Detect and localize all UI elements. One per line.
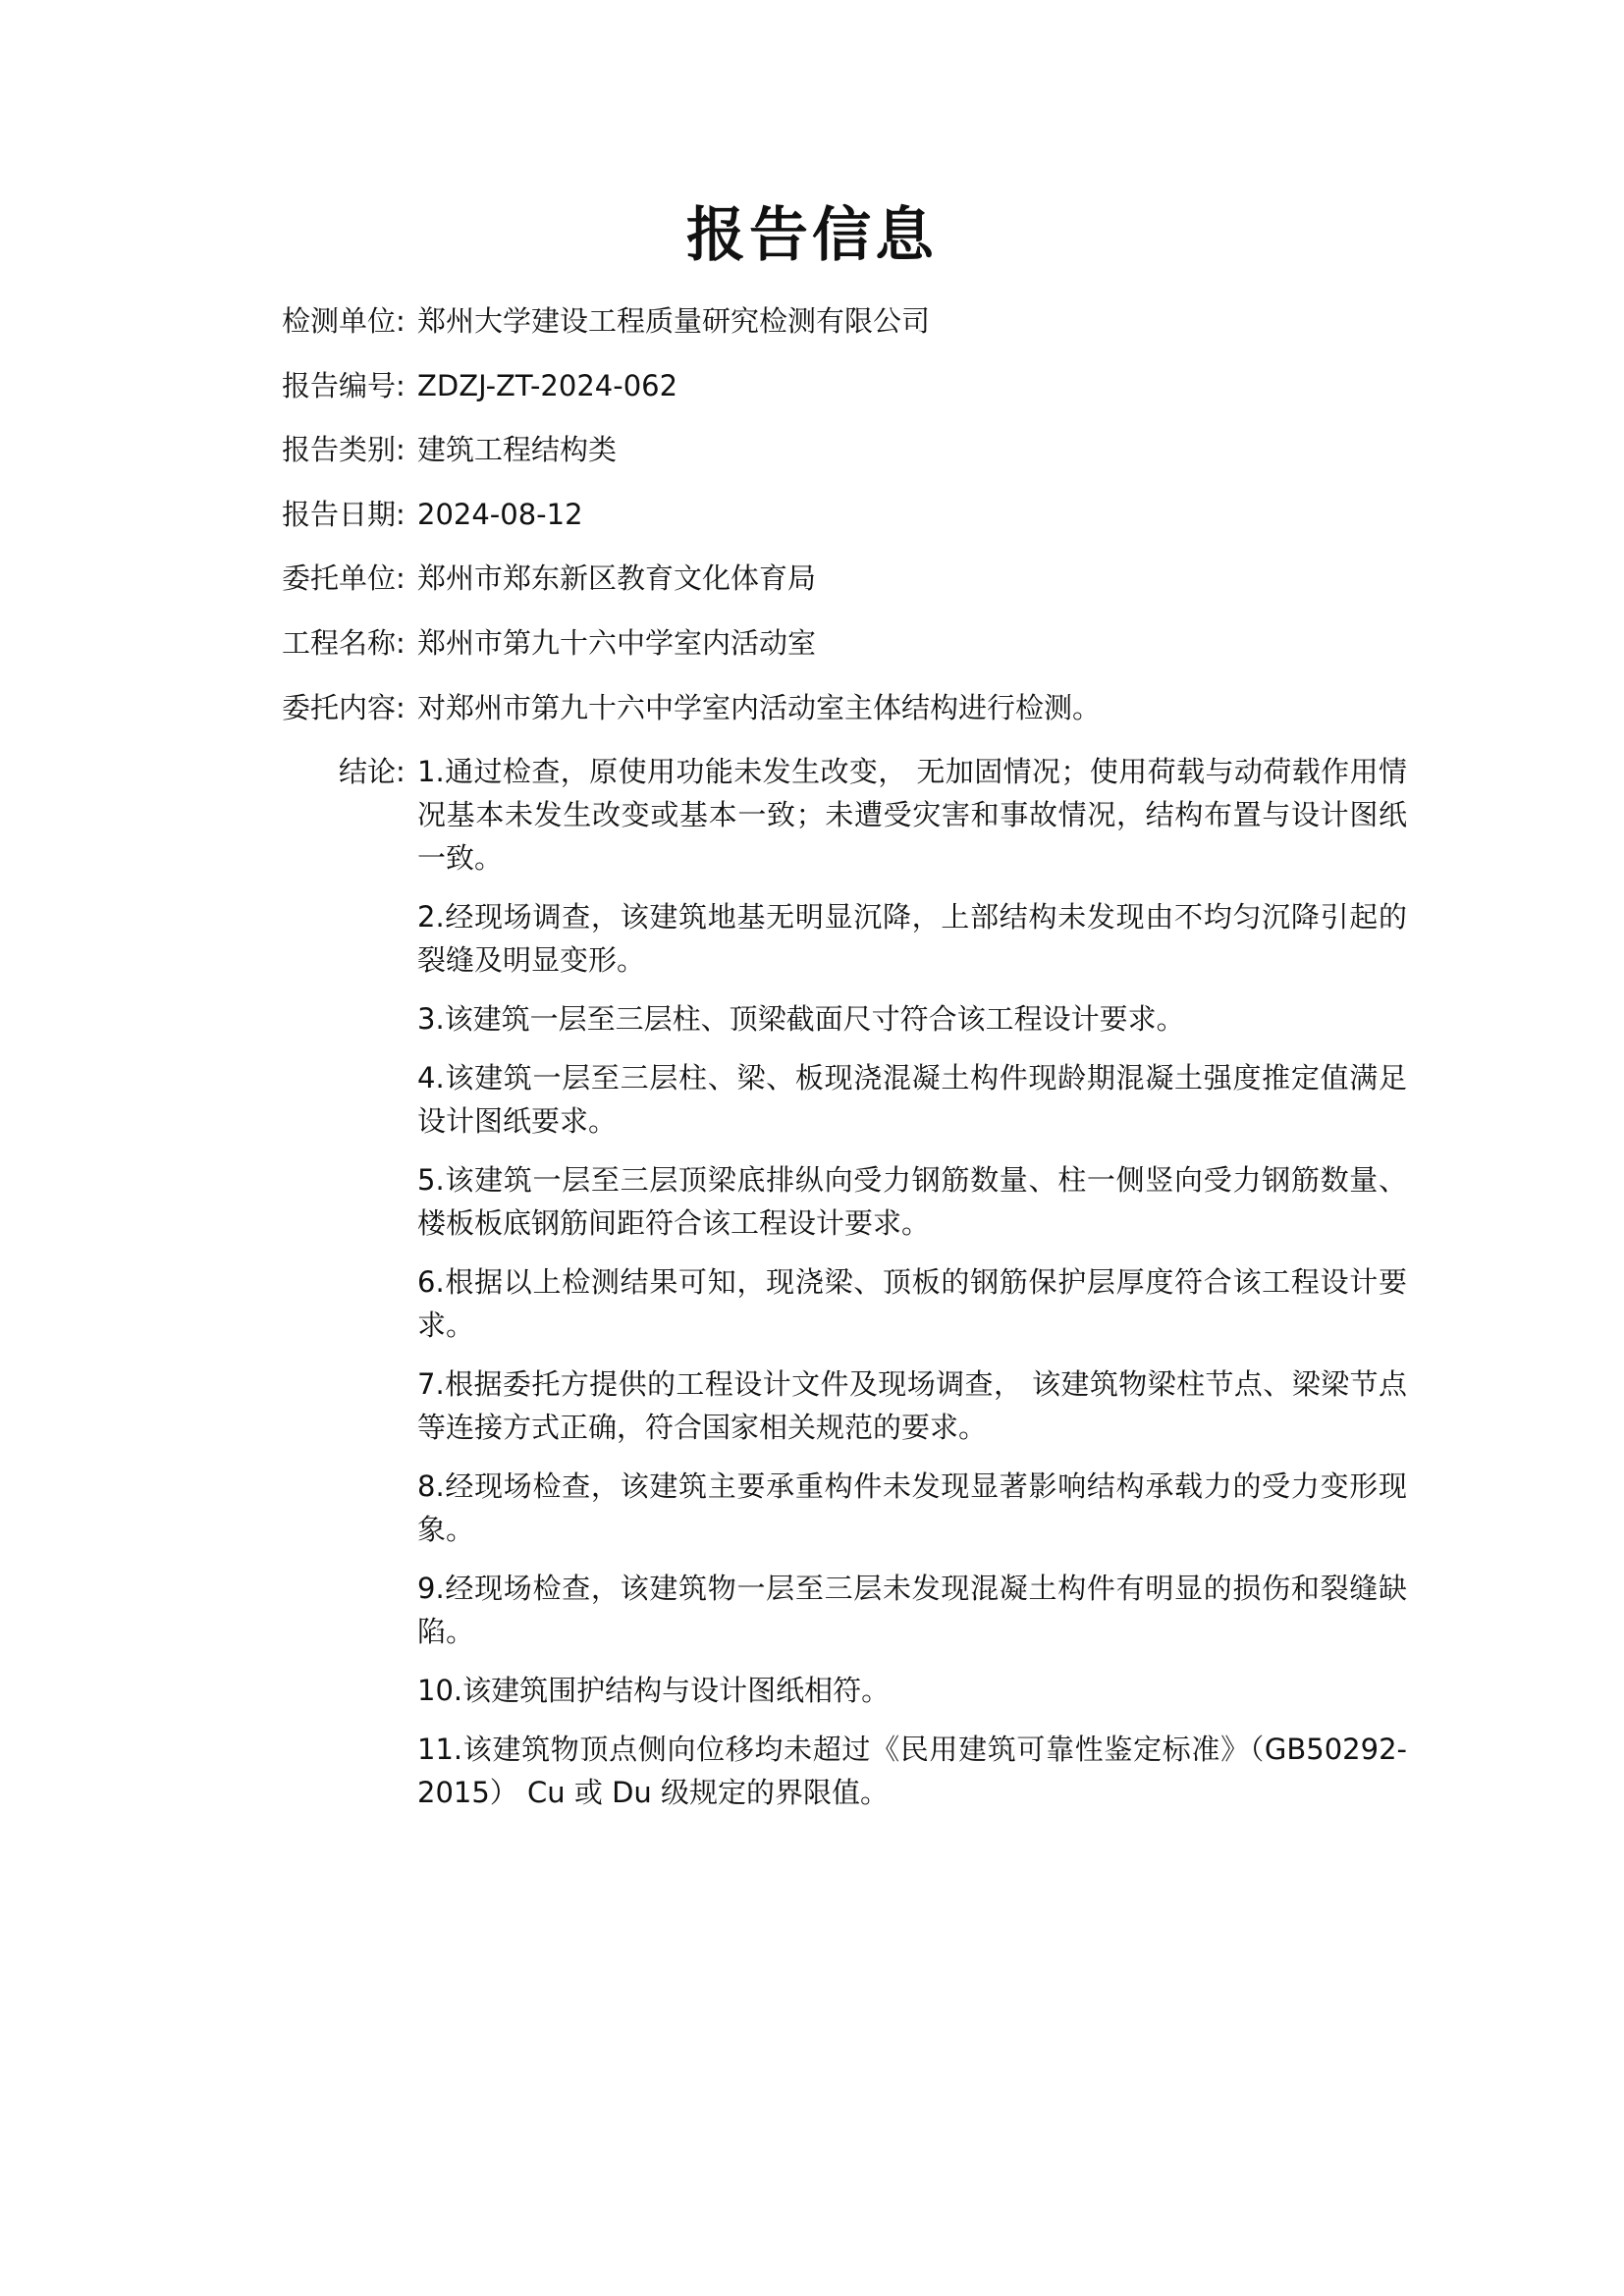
conclusion-item: 1.通过检查，原使用功能未发生改变， 无加固情况；使用荷载与动荷载作用情况基本未发生改变或基本一致；未遭受灾害和事故情况，结构布置与设计图纸一致。 (417, 755, 1407, 875)
conclusion-item: 8.经现场检查，该建筑主要承重构件未发现显著影响结构承载力的受力变形现象。 (417, 1469, 1407, 1546)
field-client-unit (248, 557, 1407, 621)
field-label: 报告编号 (281, 368, 396, 402)
field-colon: : (396, 690, 406, 724)
page-title: 报告信息 (686, 201, 938, 270)
conclusion-item: 3.该建筑一层至三层柱、顶梁截面尺寸符合该工程设计要求。 (417, 1002, 1185, 1036)
conclusion-item: 2.经现场调查，该建筑地基无明显沉降，上部结构未发现由不均匀沉降引起的裂缝及明显变形。 (417, 900, 1407, 977)
field-report-number (248, 364, 1407, 429)
field-colon: : (396, 497, 406, 531)
field-label: 工程名称 (281, 625, 396, 660)
field-value: 2024-08-12 (417, 497, 583, 531)
conclusion-item: 6.根据以上检测结果可知，现浇梁、顶板的钢筋保护层厚度符合该工程设计要求。 (417, 1265, 1407, 1342)
conclusion-label: 结论 (338, 755, 396, 788)
field-value: 建筑工程结构类 (417, 433, 618, 467)
conclusion-item: 10.该建筑围护结构与设计图纸相符。 (417, 1674, 891, 1707)
field-label: 报告日期 (281, 497, 396, 531)
field-value: ZDZJ-ZT-2024-062 (417, 368, 678, 402)
conclusion-item: 7.根据委托方提供的工程设计文件及现场调查， 该建筑物梁柱节点、梁梁节点等连接方式正确，符合国家相关规范的要求。 (417, 1367, 1407, 1444)
field-colon: : (396, 561, 406, 596)
field-label: 委托内容 (281, 690, 396, 724)
field-colon: : (396, 625, 406, 660)
conclusion-item: 11.该建筑物顶点侧向位移均未超过《民用建筑可靠性鉴定标准》（GB50292-2015） Cu 或 Du 级规定的界限值。 (417, 1733, 1407, 1809)
conclusion-item: 5.该建筑一层至三层顶梁底排纵向受力钢筋数量、柱一侧竖向受力钢筋数量、楼板板底钢筋间距符合该工程设计要求。 (417, 1163, 1407, 1240)
field-value: 郑州市郑东新区教育文化体育局 (417, 561, 817, 596)
conclusion-item: 4.该建筑一层至三层柱、梁、板现浇混凝土构件现龄期混凝土强度推定值满足设计图纸要求。 (417, 1061, 1407, 1138)
conclusion-colon: : (396, 755, 406, 788)
conclusion-section (248, 750, 1407, 1830)
report-info-fields (248, 299, 1407, 750)
conclusion-list (417, 750, 1407, 1830)
field-colon: : (396, 433, 406, 467)
field-value: 郑州市第九十六中学室内活动室 (417, 625, 817, 660)
field-colon: : (396, 304, 406, 338)
field-testing-unit (248, 299, 1407, 364)
field-colon: : (396, 368, 406, 402)
field-commission-content (248, 686, 1407, 751)
conclusion-item: 9.经现场检查，该建筑物一层至三层未发现混凝土构件有明显的损伤和裂缝缺陷。 (417, 1572, 1407, 1648)
field-value: 对郑州市第九十六中学室内活动室主体结构进行检测。 (417, 690, 1102, 724)
field-report-date (248, 493, 1407, 558)
field-label: 报告类别 (281, 433, 396, 467)
field-label: 委托单位 (281, 561, 396, 596)
field-label: 检测单位 (281, 304, 396, 338)
field-project-name (248, 621, 1407, 686)
field-value: 郑州大学建设工程质量研究检测有限公司 (417, 304, 931, 338)
field-report-category (248, 428, 1407, 493)
